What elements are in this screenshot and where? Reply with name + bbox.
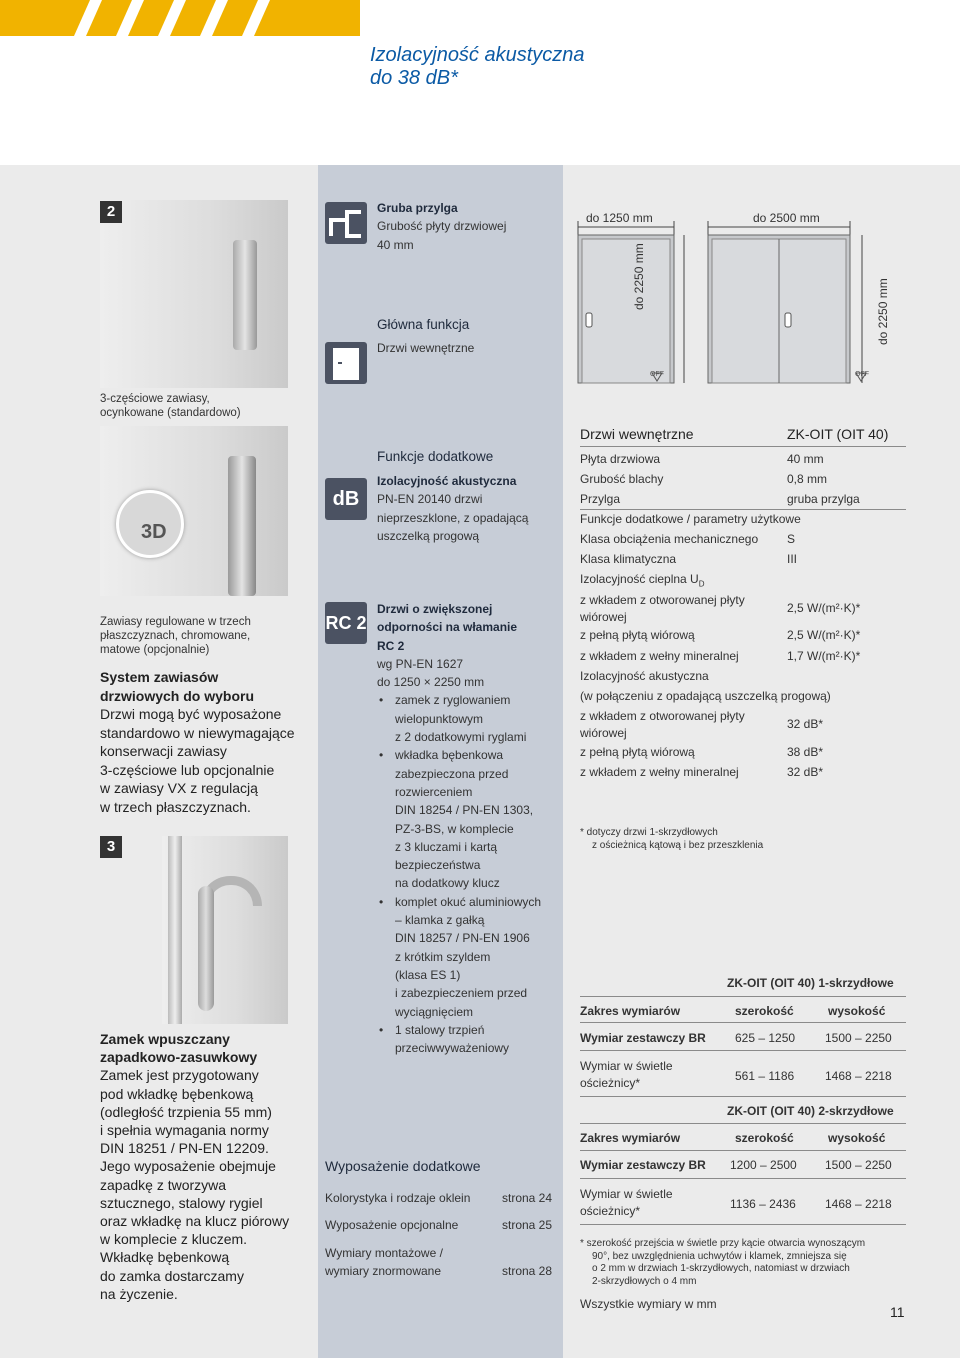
spec-footnote: * dotyczy drzwi 1-skrzydłowych z ościeżnicą kątową i bez przeszklenia — [580, 827, 764, 851]
table-row: Wymiar w świetle ościeżnicy* 561 – 1186 1468 – 2218 — [580, 1059, 892, 1090]
spec-table-header: Drzwi wewnętrzne ZK-OIT (OIT 40) — [580, 426, 889, 442]
hinge-photo — [100, 200, 288, 388]
page-number: 11 — [890, 1304, 905, 1320]
table-row: Klasa klimatyczna III — [580, 552, 798, 566]
table-row: z pełną płytą wiórową 2,5 W/(m²·K)* — [580, 628, 861, 642]
interior-door-icon — [325, 342, 367, 384]
table-divider — [580, 1096, 906, 1097]
table-row: z wkładem z wełny mineralnej 1,7 W/(m²·K)* — [580, 649, 861, 663]
table-row: Wymiar w świetle ościeżnicy* 1136 – 2436 1468 – 2218 — [580, 1187, 892, 1218]
list-item: • zamek z ryglowaniem wielopunktowym z 2 dodatkowymi ryglami — [377, 691, 559, 746]
db-icon: dB — [325, 478, 367, 520]
table-row: Wymiar zestawczy BR 1200 – 2500 1500 – 2250 — [580, 1158, 892, 1172]
double-door-width: do 2500 mm — [753, 211, 820, 225]
main-function-heading: Główna funkcja — [377, 317, 470, 332]
off-label: OFF — [855, 371, 869, 378]
table-row: Grubość blachy 0,8 mm — [580, 472, 828, 486]
lock-photo — [162, 836, 288, 1024]
equipment-row: Kolorystyka i rodzaje oklein strona 24 — [325, 1191, 553, 1205]
table-row: z wkładem z otworowanej płyty wiórowej 32 dB* — [580, 709, 824, 740]
lock-heading: Zamek wpuszczany zapadkowo-zasuwkowy — [100, 1031, 258, 1066]
table-divider — [580, 996, 906, 997]
lock-text: Zamek jest przygotowany pod wkładkę bębenkową (odległość trzpienia 55 mm) i spełnia wymagania normy DIN 18251 / PN-EN 12209. Jego wyposażenie obejmuje zapadkę z tworzywa sztucznego, stalowy rygiel oraz wkładkę na klucz piórowy w komplecie z kluczem. Wkładkę bębenkową do zamka dostarczamy na życzenie. — [100, 1067, 290, 1302]
table-row: z pełną płytą wiórową 38 dB* — [580, 745, 824, 759]
all-dimensions-note: Wszystkie wymiary w mm — [580, 1297, 717, 1311]
single-leaf-table-title: ZK-OIT (OIT 40) 1-skrzydłowe — [727, 976, 894, 990]
equipment-row: Wyposażenie opcjonalne strona 25 — [325, 1218, 553, 1232]
table-row: z wkładem z otworowanej płyty wiórowej 2,5 W/(m²·K)* — [580, 593, 861, 624]
hinge-section — [100, 668, 300, 816]
lock-section — [100, 1030, 310, 1303]
double-leaf-table-title: ZK-OIT (OIT 40) 2-skrzydłowe — [727, 1104, 894, 1118]
table-divider — [580, 1224, 906, 1225]
table-header-row: Zakres wymiarów szerokość wysokość — [580, 1131, 886, 1145]
table-divider — [580, 1178, 906, 1179]
lock-faceplate — [168, 836, 182, 1024]
hinge-text: Drzwi mogą być wyposażone standardowo w niewymagające konserwacji zawiasy 3-częściowe lub opcjonalnie w zawiasy VX z regulacją w trzech płaszczyznach. — [100, 706, 295, 815]
adjustable-hinge-photo — [100, 426, 288, 596]
table-header-row: Zakres wymiarów szerokość wysokość — [580, 1004, 886, 1018]
frame-profile-icon — [325, 202, 367, 244]
adjustable-hinge-caption: Zawiasy regulowane w trzech płaszczyznach, chromowane, matowe (opcjonalnie) — [100, 616, 251, 656]
table-row: z wkładem z wełny mineralnej 32 dB* — [580, 765, 824, 779]
main-function-text: Drzwi wewnętrzne — [377, 341, 475, 355]
burglary-resistance: Drzwi o zwiększonej odporności na włamanie RC 2 wg PN-EN 1627 do 1250 × 2250 mm • zamek z ryglowaniem wielopunktowym z 2 dodatkowymi ryglami • wkładka bębenkowa zabezpieczona przed rozwierceniem DIN 18254 / PN-EN 1303, PZ-3-BS, w komplecie z 3 kluczami i kartą bezpieczeństwa na dodatkowy klucz • komplet okuć aluminiowych – klamka z gałką DIN 18257 / PN-EN 1906 z krótkim szyldem (klasa ES 1) i zabezpieczeniem przed wyciągnięciem • 1 stalowy trzpień przeciwwyważeniowy — [377, 600, 559, 1057]
table-divider — [580, 1050, 906, 1051]
table-row: Klasa obciążenia mechanicznego S — [580, 532, 796, 546]
table-divider — [580, 1150, 906, 1151]
double-door-height: do 2250 mm — [876, 278, 890, 345]
single-door-height: do 2250 mm — [632, 243, 646, 310]
table-row: Przylga gruba przylga — [580, 492, 860, 506]
table-divider — [580, 509, 906, 510]
page-title: Izolacyjność akustyczna do 38 dB* — [370, 44, 585, 89]
list-item: • wkładka bębenkowa zabezpieczona przed rozwierceniem DIN 18254 / PN-EN 1303, PZ-3-BS, w komplecie z 3 kluczami i kartą bezpieczeństwa na dodatkowy klucz — [377, 746, 559, 892]
extra-equipment-heading: Wyposażenie dodatkowe — [325, 1158, 481, 1174]
rc2-icon: RC 2 — [325, 602, 367, 644]
decorative-stripes — [0, 0, 360, 36]
frame-section: Gruba przylga Grubość płyty drzwiowej 40 mm — [377, 201, 507, 252]
rc2-feature-list — [377, 691, 559, 1057]
table-divider — [580, 1022, 906, 1023]
table-row: Płyta drzwiowa 40 mm — [580, 452, 824, 466]
table-row: Wymiar zestawczy BR 625 – 1250 1500 – 2250 — [580, 1031, 892, 1045]
extra-functions-heading: Funkcje dodatkowe — [377, 449, 494, 464]
photo-number-badge: 3 — [100, 836, 122, 858]
acoustic-heading: Izolacyjność akustyczna — [580, 669, 709, 683]
hinge-heading: System zawiasów drzwiowych do wyboru — [100, 669, 255, 704]
equipment-row: Wymiary montażowe / wymiary znormowane strona 28 — [325, 1246, 553, 1279]
dims-footnote: * szerokość przejścia w świetle przy kącie otwarcia wynoszącym 90°, bez uwzględnienia uchwytów i klamek, zmniejsza się o 2 mm w drzwiach 1-skrzydłowych, natomiast w drzwiach 2-skrzydłowych o 4 mm — [580, 1238, 866, 1288]
hinge-image — [233, 240, 257, 350]
list-item: • komplet okuć aluminiowych – klamka z gałką DIN 18257 / PN-EN 1906 z krótkim szyldem (klasa ES 1) i zabezpieczeniem przed wyciągnięciem — [377, 893, 559, 1021]
thermal-heading: Izolacyjność cieplna $U_D$ — [580, 572, 705, 589]
acoustic-note: (w połączeniu z opadającą uszczelką progową) — [580, 689, 831, 703]
list-item: • 1 stalowy trzpień przeciwwyważeniowy — [377, 1021, 559, 1058]
table-divider — [580, 1123, 906, 1124]
3d-icon: 3D — [116, 490, 184, 558]
hinge-image — [228, 456, 256, 596]
off-label: OFF — [650, 371, 664, 378]
table-subheading: Funkcje dodatkowe / parametry użytkowe — [580, 512, 801, 526]
door-dimension-drawings — [570, 205, 900, 385]
hinge-caption: 3-częściowe zawiasy, ocynkowane (standardowo) — [100, 393, 241, 419]
handle-escutcheon — [198, 886, 214, 1011]
photo-number-badge: 2 — [100, 201, 122, 223]
table-divider — [580, 446, 906, 447]
single-door-width: do 1250 mm — [586, 211, 653, 225]
acoustic-function: Izolacyjność akustyczna PN-EN 20140 drzwi nieprzeszklone, z opadającą uszczelką progową — [377, 474, 529, 543]
